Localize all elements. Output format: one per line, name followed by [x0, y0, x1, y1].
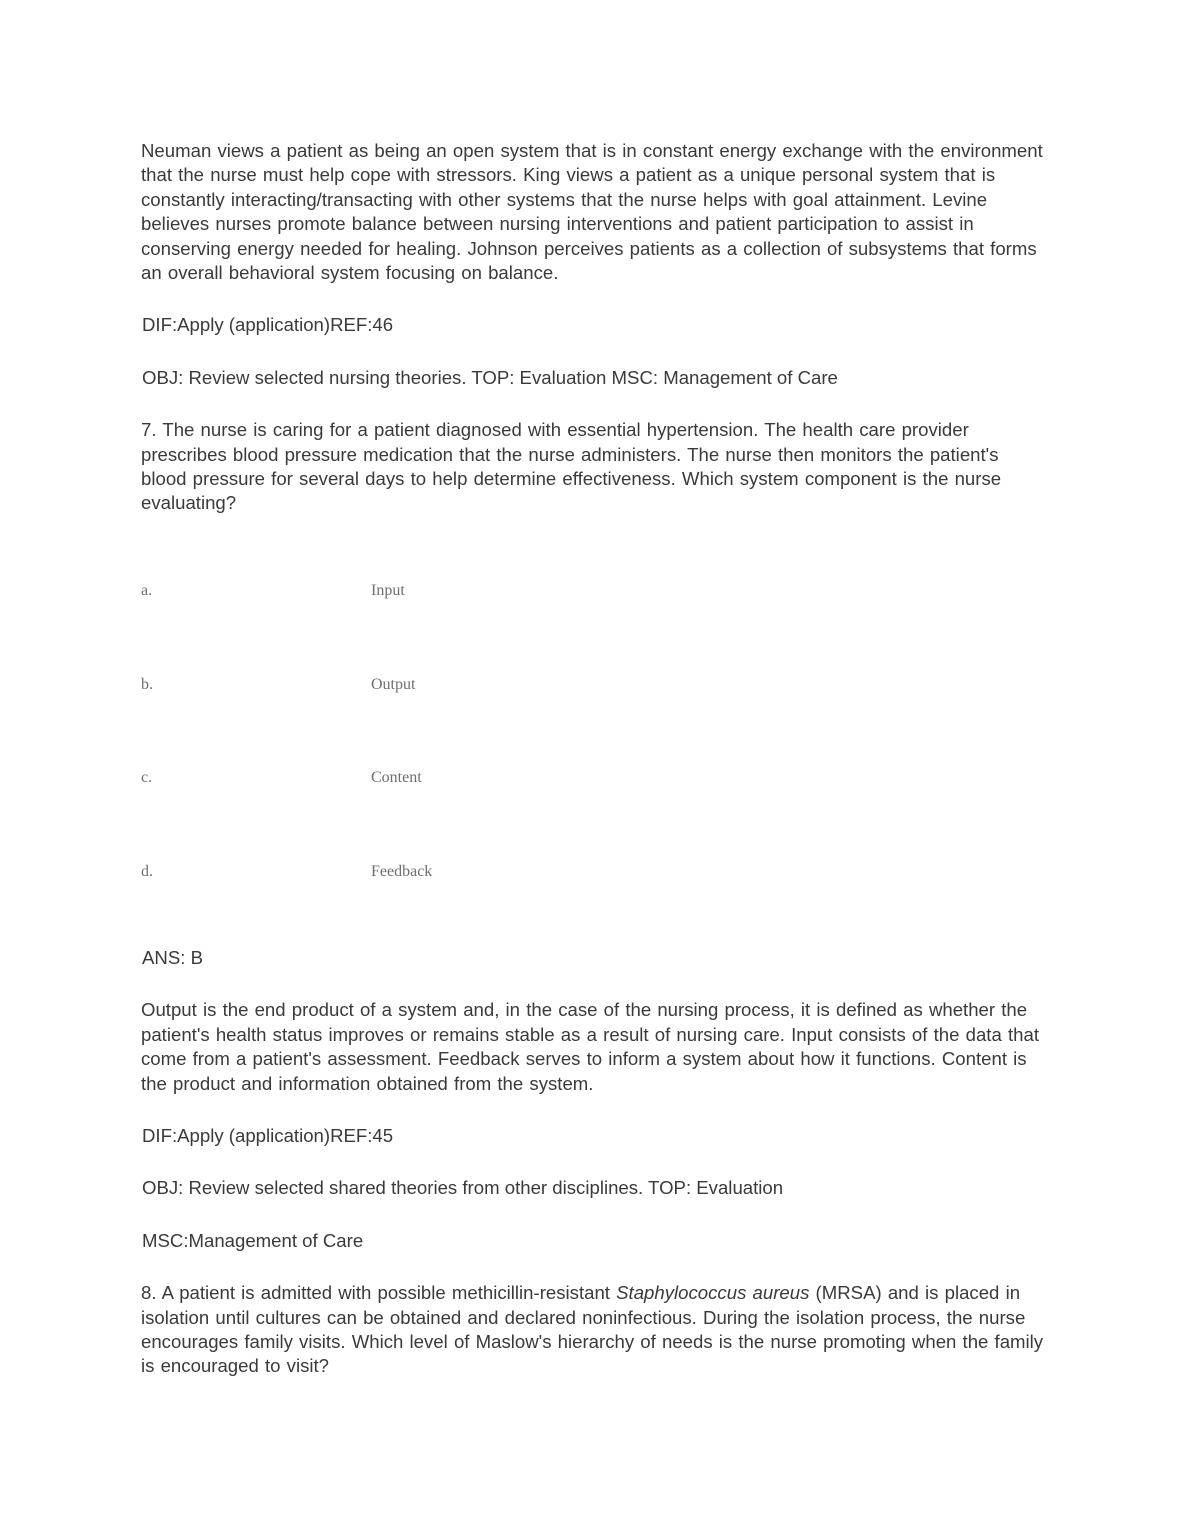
- q7-rationale: Output is the end product of a system and, in the case of the nursing process, it is defined as whether the patient's health status improves or remains stable as a result of nursing care. Input consists of the data that come from a patient's assessment. Feedback serves to inform a system about how it functions. Content is the product and information obtained from the system.: [141, 999, 1039, 1094]
- q7-options: [141, 516, 1046, 916]
- document-page: [141, 139, 1046, 1379]
- q6-rationale: Neuman views a patient as being an open system that is in constant energy exchange with the environment that the nurse must help cope with stressors. King views a patient as a unique personal system that is constantly interacting/transacting with other systems that the nurse helps with goal attainment. Levine believes nurses promote balance between nursing interventions and patient participation to assist in conserving energy needed for healing. Johnson perceives patients as a collection of subsystems that forms an overall behavioral system focusing on balance.: [141, 140, 1043, 284]
- q7-obj: OBJ: Review selected shared theories from other disciplines. TOP: Evaluation: [142, 1177, 784, 1199]
- option-a-letter: a.: [141, 581, 153, 599]
- option-a-text: Input: [371, 581, 405, 599]
- q8-stem-italic: Staphylococcus aureus: [616, 1282, 810, 1304]
- q8-stem-start: 8. A patient is admitted with possible methicillin-resistant: [141, 1282, 617, 1304]
- q7-stem: 7. The nurse is caring for a patient diagnosed with essential hypertension. The health care provider prescribes blood pressure medication that the nurse administers. The nurse then monitors the patient's blood pressure for several days to help determine effectiveness. Which system component is the nurse evaluating?: [141, 419, 1002, 514]
- q8-stem-end: (MRSA) and is placed in isolation until cultures can be obtained and declared noninfectious. During the isolation process, the nurse encourages family visits. Which level of Maslow's hierarchy of needs is the nurse promoting when the family is encouraged to visit?: [141, 1282, 1044, 1377]
- option-d-letter: d.: [141, 862, 153, 880]
- q7-answer: ANS: B: [142, 946, 203, 968]
- option-c-letter: c.: [141, 768, 153, 786]
- option-d-text: Feedback: [371, 862, 433, 880]
- q7-msc: MSC:Management of Care: [142, 1229, 364, 1251]
- q7-dif-ref: DIF:Apply (application)REF:45: [142, 1124, 394, 1146]
- option-b-letter: b.: [141, 675, 153, 693]
- option-b-text: Output: [371, 675, 416, 693]
- q8-stem: [141, 1281, 1046, 1379]
- q6-obj: OBJ: Review selected nursing theories. TOP: Evaluation MSC: Management of Care: [142, 366, 838, 388]
- q6-dif-ref: DIF:Apply (application)REF:46: [142, 314, 394, 336]
- option-c-text: Content: [371, 768, 422, 786]
